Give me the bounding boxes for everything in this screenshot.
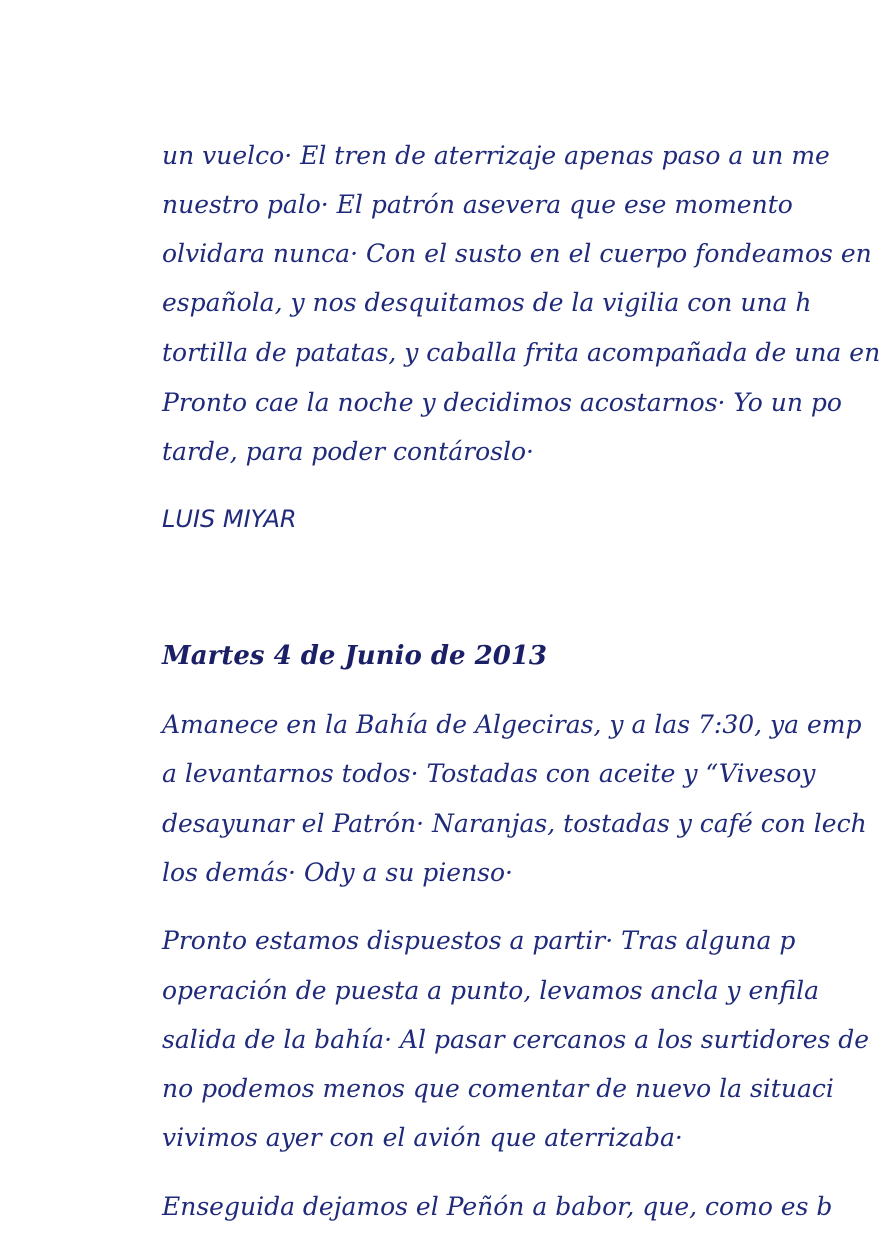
paragraph-3-line-2: operación de puesta a punto, levamos ancla y enfila: [162, 976, 819, 1005]
section-heading: Martes 4 de Junio de 2013: [162, 641, 547, 671]
paragraph-1-line-7: tarde, para poder contároslo·: [162, 437, 534, 466]
paragraph-1-line-1: un vuelco· El tren de aterrizaje apenas paso a un me: [162, 141, 830, 170]
paragraph-1-line-5: tortilla de patatas, y caballa frita acompañada de una en: [162, 338, 880, 367]
paragraph-1-line-2: nuestro palo· El patrón asevera que ese momento: [162, 190, 793, 219]
paragraph-3-line-5: vivimos ayer con el avión que aterrizaba·: [162, 1123, 683, 1152]
author-signature: LUIS MIYAR: [162, 505, 297, 533]
paragraph-1-line-3: olvidara nunca· Con el susto en el cuerpo fondeamos en: [162, 239, 872, 268]
paragraph-3-line-4: no podemos menos que comentar de nuevo la situaci: [162, 1074, 834, 1103]
paragraph-3-line-3: salida de la bahía· Al pasar cercanos a los surtidores de: [162, 1025, 870, 1054]
paragraph-3-line-1: Pronto estamos dispuestos a partir· Tras alguna p: [162, 926, 796, 955]
paragraph-2-line-1: Amanece en la Bahía de Algeciras, y a las 7:30, ya emp: [162, 710, 862, 739]
paragraph-2-line-4: los demás· Ody a su pienso·: [162, 858, 513, 887]
paragraph-2-line-3: desayunar el Patrón· Naranjas, tostadas y café con lech: [162, 809, 867, 838]
paragraph-1-line-6: Pronto cae la noche y decidimos acostarnos· Yo un po: [162, 388, 842, 417]
paragraph-2-line-2: a levantarnos todos· Tostadas con aceite y “Vivesoy: [162, 759, 816, 788]
paragraph-4-line-1: Enseguida dejamos el Peñón a babor, que, como es b: [162, 1192, 833, 1221]
paragraph-1-line-4: española, y nos desquitamos de la vigilia con una h: [162, 288, 812, 317]
